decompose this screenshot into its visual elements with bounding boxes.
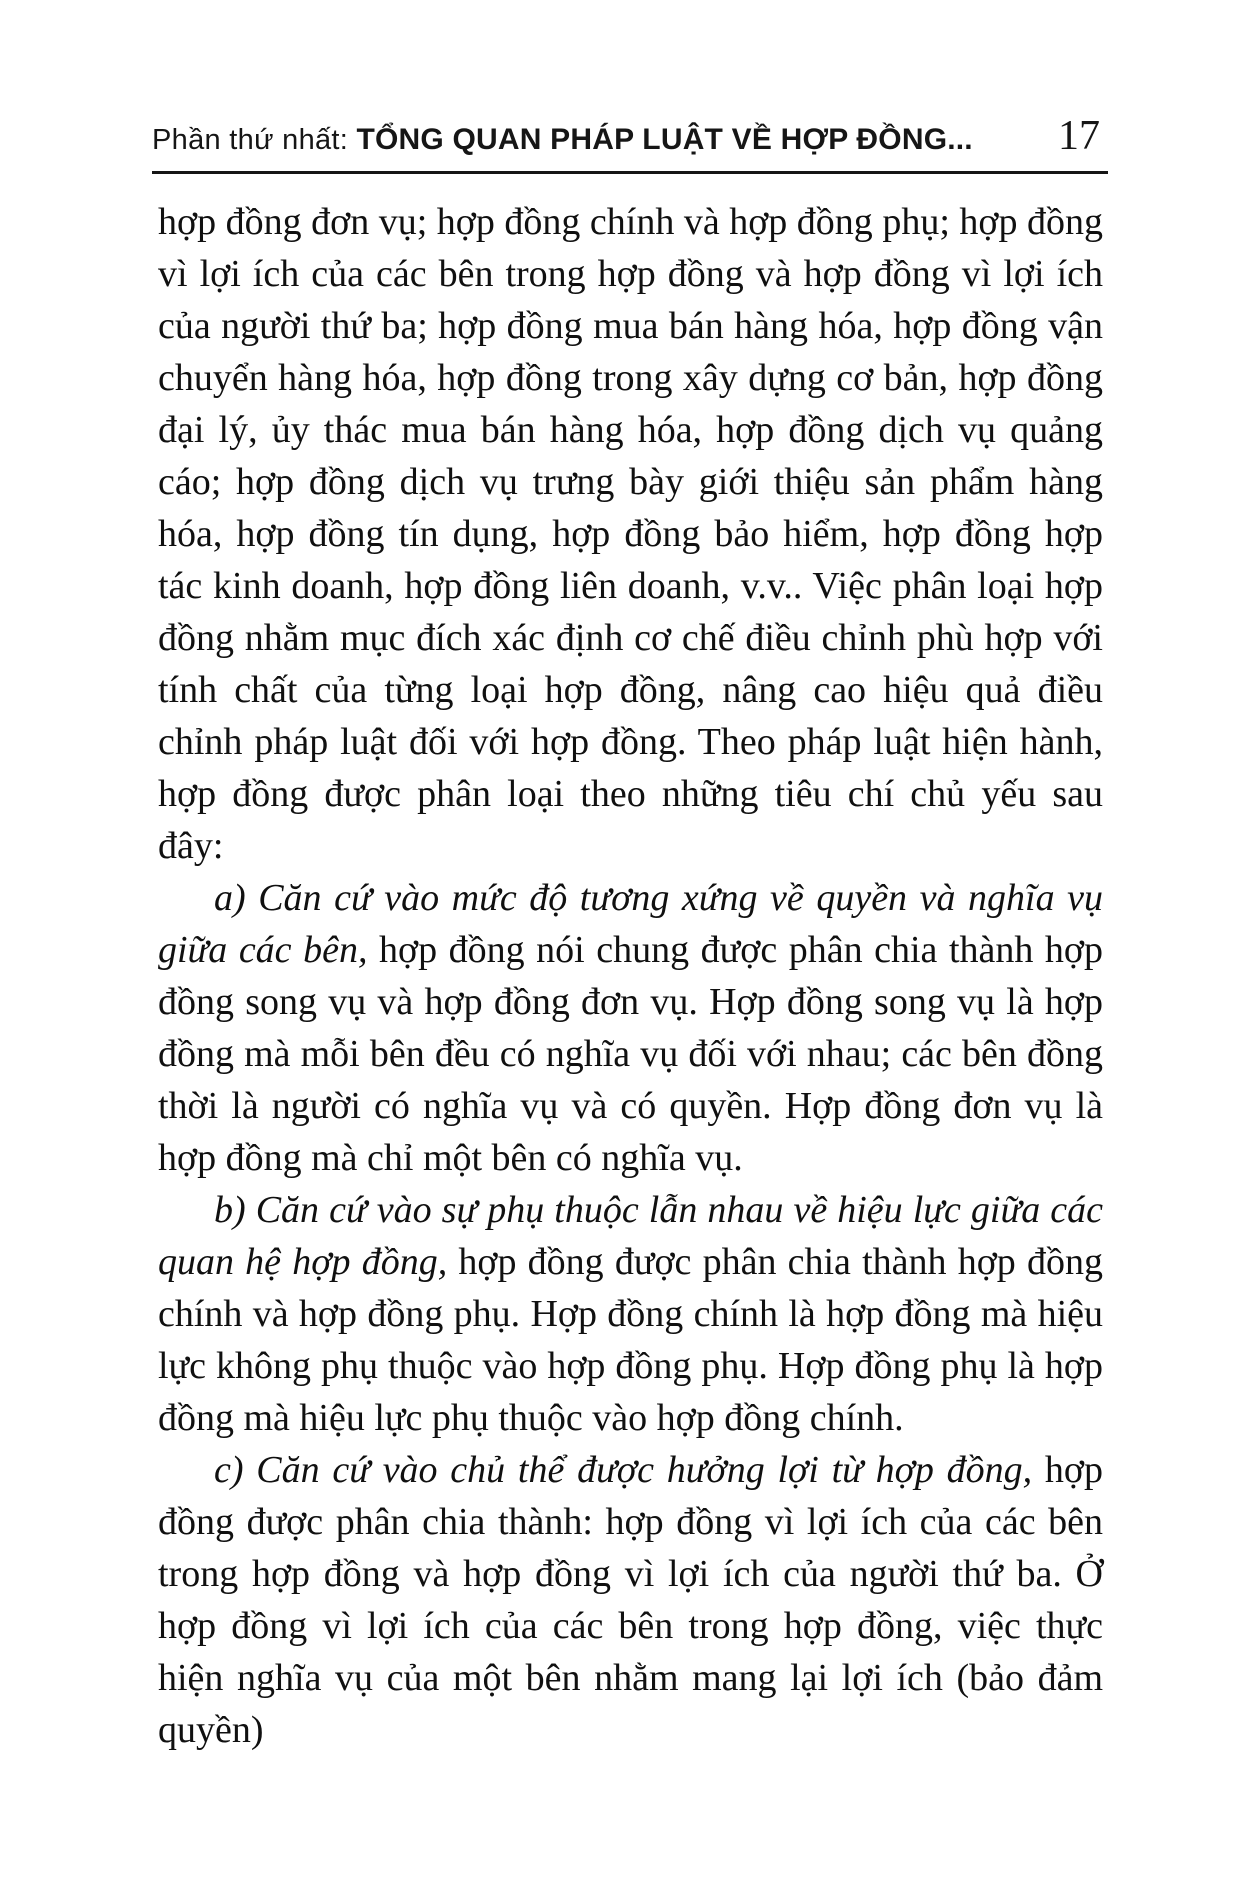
item-c-lead: c) Căn cứ vào chủ thể được hưởng lợi từ hợp đồng, [214, 1449, 1033, 1491]
page-header [152, 113, 1108, 174]
page-number: 17 [1058, 113, 1100, 159]
item-a-lead: a) Căn cứ vào mức độ tương xứng về quyền và nghĩa vụ giữa các bên, [158, 877, 1103, 971]
paragraph-intro-text: hợp đồng đơn vụ; hợp đồng chính và hợp đồng phụ; hợp đồng vì lợi ích của các bên trong hợp đồng và hợp đồng vì lợi ích của người thứ ba; hợp đồng mua bán hàng hóa, hợp đồng vận chuyển hàng hóa, hợp đồng trong xây dựng cơ bản, hợp đồng đại lý, ủy thác mua bán hàng hóa, hợp đồng dịch vụ quảng cáo; hợp đồng dịch vụ trưng bày giới thiệu sản phẩm hàng hóa, hợp đồng tín dụng, hợp đồng bảo hiểm, hợp đồng hợp tác kinh doanh, hợp đồng liên doanh, v.v.. Việc phân loại hợp đồng nhằm mục đích xác định cơ chế điều chỉnh phù hợp với tính chất của từng loại hợp đồng, nâng cao hiệu quả điều chỉnh pháp luật đối với hợp đồng. Theo pháp luật hiện hành, hợp đồng được phân loại theo những tiêu chí chủ yếu sau đây: [158, 201, 1103, 867]
running-title [152, 122, 973, 158]
item-b-rest: hợp đồng được phân chia thành hợp đồng chính và hợp đồng phụ. Hợp đồng chính là hợp đồng mà hiệu lực không phụ thuộc vào hợp đồng phụ. Hợp đồng phụ là hợp đồng mà hiệu lực phụ thuộc vào hợp đồng chính. [158, 1241, 1103, 1439]
running-title-section: Phần thứ nhất: [152, 124, 357, 156]
page-body [158, 196, 1103, 1756]
paragraph-item-a [158, 872, 1103, 1184]
paragraph-item-b [158, 1184, 1103, 1444]
running-title-main: TỔNG QUAN PHÁP LUẬT VỀ HỢP ĐỒNG... [356, 123, 973, 156]
item-b-lead: b) Căn cứ vào sự phụ thuộc lẫn nhau về hiệu lực giữa các quan hệ hợp đồng, [158, 1189, 1103, 1283]
paragraph-item-c [158, 1444, 1103, 1756]
item-a-rest: hợp đồng nói chung được phân chia thành hợp đồng song vụ và hợp đồng đơn vụ. Hợp đồng song vụ là hợp đồng mà mỗi bên đều có nghĩa vụ đối với nhau; các bên đồng thời là người có nghĩa vụ và có quyền. Hợp đồng đơn vụ là hợp đồng mà chỉ một bên có nghĩa vụ. [158, 929, 1103, 1179]
item-c-rest: hợp đồng được phân chia thành: hợp đồng vì lợi ích của các bên trong hợp đồng và hợp đồng vì lợi ích của người thứ ba. Ở hợp đồng vì lợi ích của các bên trong hợp đồng, việc thực hiện nghĩa vụ của một bên nhằm mang lại lợi ích (bảo đảm quyền) [158, 1449, 1103, 1751]
paragraph-intro [158, 196, 1103, 872]
